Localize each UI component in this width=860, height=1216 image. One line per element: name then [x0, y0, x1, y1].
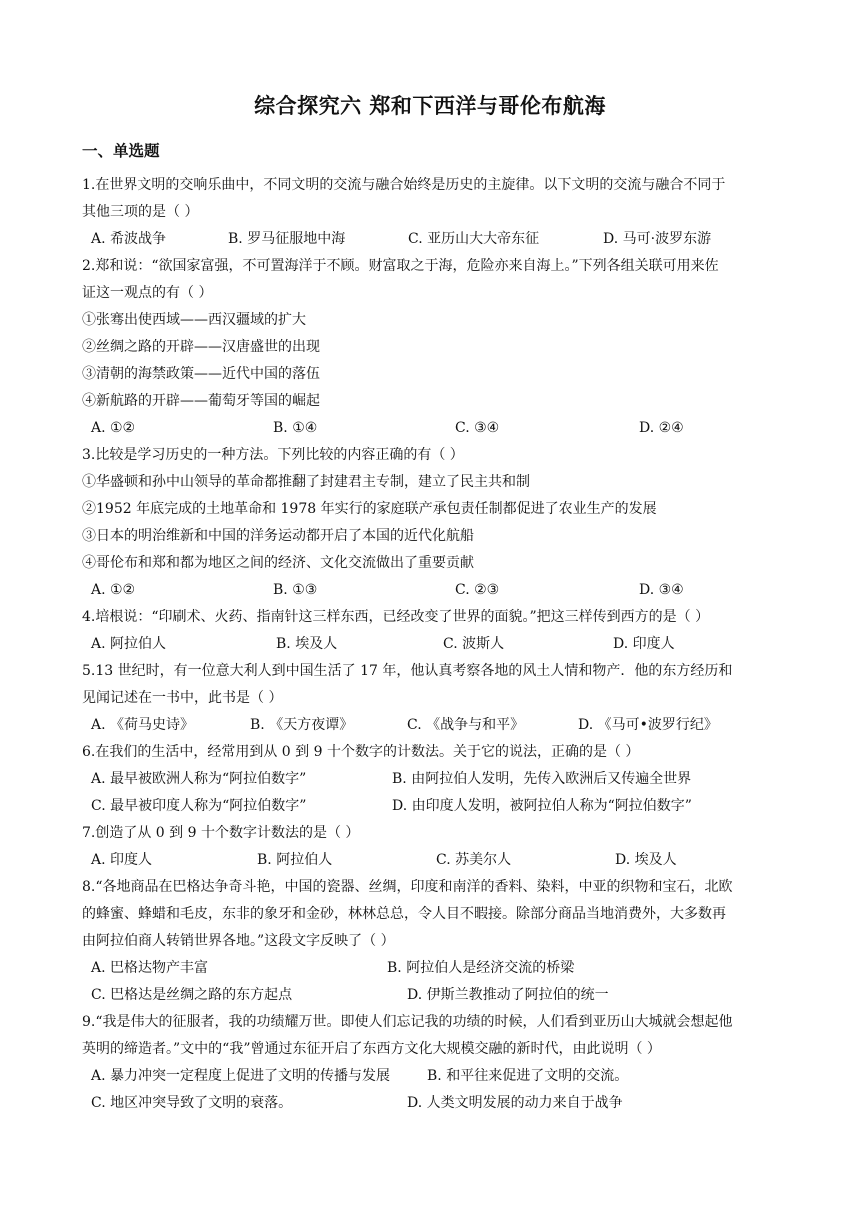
option-row: [91, 766, 782, 793]
section-heading: 一、单选题: [82, 142, 160, 160]
question-9: [82, 1009, 782, 1117]
option-c: C. 亚历山大大帝东征: [408, 231, 540, 247]
option-c: C. 地区冲突导致了文明的衰落。: [91, 1095, 293, 1111]
statement-item: ④新航路的开辟——葡萄牙等国的崛起: [82, 393, 320, 409]
option-b: B. ①④: [273, 420, 318, 436]
option-row: [91, 982, 782, 1009]
question-stem: 7.创造了从 0 到 9 十个数字计数法的是（ ）: [82, 825, 360, 841]
statement-item: ②丝绸之路的开辟——汉唐盛世的出现: [82, 339, 320, 355]
option-row: [91, 631, 782, 658]
question-4: [82, 604, 782, 658]
option-row: [91, 577, 782, 604]
option-d: D. 人类文明发展的动力来自于战争: [407, 1095, 623, 1111]
question-stem: 的蜂蜜、蜂蜡和毛皮，东非的象牙和金砂，林林总总，令人目不暇接。除部分商品当地消费外，大多数再: [82, 906, 726, 922]
question-2: [82, 253, 782, 442]
option-a: A. 最早被欧洲人称为“阿拉伯数字”: [91, 771, 307, 787]
question-stem: 证这一观点的有（ ）: [82, 285, 213, 301]
question-stem: 1.在世界文明的交响乐曲中，不同文明的交流与融合始终是历史的主旋律。以下文明的交流与融合不同于: [82, 177, 726, 193]
option-d: D. 印度人: [613, 636, 675, 652]
option-row: [91, 712, 782, 739]
option-d: D. 伊斯兰教推动了阿拉伯的统一: [407, 987, 609, 1003]
question-3: [82, 442, 782, 604]
option-row: [91, 226, 782, 253]
option-b: B. 由阿拉伯人发明，先传入欧洲后又传遍全世界: [392, 771, 692, 787]
option-row: [91, 847, 782, 874]
option-d: D. ②④: [639, 420, 684, 436]
question-stem: 由阿拉伯商人转销世界各地。”这段文字反映了（ ）: [82, 933, 395, 949]
option-c: C. 《战争与和平》: [407, 717, 525, 733]
option-a: A. 《荷马史诗》: [91, 717, 195, 733]
statement-item: ①张骞出使西域——西汉疆域的扩大: [82, 312, 306, 328]
option-c: C. 波斯人: [443, 636, 505, 652]
option-d: D. ③④: [639, 582, 684, 598]
statement-item: ③日本的明治维新和中国的洋务运动都开启了本国的近代化航船: [82, 528, 474, 544]
option-d: D. 马可·波罗东游: [603, 231, 712, 247]
question-stem: 其他三项的是（ ）: [82, 204, 199, 220]
question-8: [82, 874, 782, 1009]
option-a: A. 印度人: [91, 852, 153, 868]
question-1: [82, 172, 782, 253]
question-stem: 2.郑和说：“欲国家富强，不可置海洋于不顾。财富取之于海，危险亦来自海上。”下列各组关联可用来佐: [82, 258, 719, 274]
option-a: A. 巴格达物产丰富: [91, 960, 209, 976]
statement-item: ④哥伦布和郑和都为地区之间的经济、文化交流做出了重要贡献: [82, 555, 474, 571]
option-a: A. ①②: [91, 582, 136, 598]
question-5: [82, 658, 782, 739]
question-stem: 5.13 世纪时，有一位意大利人到中国生活了 17 年，他认真考察各地的风土人情和物产．他的东方经历和: [82, 663, 733, 679]
option-d: D. 由印度人发明，被阿拉伯人称为“阿拉伯数字”: [392, 798, 692, 814]
option-b: B. ①③: [273, 582, 318, 598]
page-title: 综合探究六 郑和下西洋与哥伦布航海: [254, 94, 606, 118]
option-a: A. ①②: [91, 420, 136, 436]
option-b: B. 《天方夜谭》: [250, 717, 354, 733]
statement-item: ②1952 年底完成的土地革命和 1978 年实行的家庭联产承包责任制都促进了农业生产的发展: [82, 501, 657, 517]
question-stem: 6.在我们的生活中，经常用到从 0 到 9 十个数字的计数法。关于它的说法，正确的是（ ）: [82, 744, 640, 760]
option-b: B. 阿拉伯人是经济交流的桥梁: [387, 960, 575, 976]
statement-item: ③清朝的海禁政策——近代中国的落伍: [82, 366, 320, 382]
question-stem: 4.培根说：“印刷术、火药、指南针这三样东西，已经改变了世界的面貌。”把这三样传到西方的是（ ）: [82, 609, 710, 625]
option-b: B. 埃及人: [276, 636, 338, 652]
question-stem: 英明的缔造者。”文中的“我”曾通过东征开启了东西方文化大规模交融的新时代，由此说明（ ）: [82, 1041, 661, 1057]
option-c: C. 最早被印度人称为“阿拉伯数字”: [91, 798, 307, 814]
option-c: C. 苏美尔人: [436, 852, 512, 868]
question-7: [82, 820, 782, 874]
question-list: [82, 172, 782, 1117]
option-row: [91, 955, 782, 982]
question-stem: 3.比较是学习历史的一种方法。下列比较的内容正确的有（ ）: [82, 447, 464, 463]
option-c: C. 巴格达是丝绸之路的东方起点: [91, 987, 293, 1003]
option-d: D. 《马可•波罗行纪》: [578, 717, 718, 733]
option-d: D. 埃及人: [615, 852, 677, 868]
option-row: [91, 793, 782, 820]
option-a: A. 希波战争: [91, 231, 167, 247]
option-a: A. 阿拉伯人: [91, 636, 167, 652]
question-stem: 8.“各地商品在巴格达争奇斗艳，中国的瓷器、丝绸，印度和南洋的香料、染料，中亚的织物和宝石，北欧: [82, 879, 733, 895]
option-a: A. 暴力冲突一定程度上促进了文明的传播与发展: [91, 1068, 391, 1084]
question-stem: 9.“我是伟大的征服者，我的功绩耀万世。即使人们忘记我的功绩的时候，人们看到亚历山大城就会想起他: [82, 1014, 733, 1030]
question-6: [82, 739, 782, 820]
option-b: B. 和平往来促进了文明的交流。: [427, 1068, 629, 1084]
option-row: [91, 415, 782, 442]
question-stem: 见闻记述在一书中，此书是（ ）: [82, 690, 283, 706]
option-row: [91, 1063, 782, 1090]
option-c: C. ③④: [455, 420, 500, 436]
statement-item: ①华盛顿和孙中山领导的革命都推翻了封建君主专制，建立了民主共和制: [82, 474, 530, 490]
option-b: B. 阿拉伯人: [257, 852, 333, 868]
option-b: B. 罗马征服地中海: [228, 231, 346, 247]
option-c: C. ②③: [455, 582, 500, 598]
option-row: [91, 1090, 782, 1117]
